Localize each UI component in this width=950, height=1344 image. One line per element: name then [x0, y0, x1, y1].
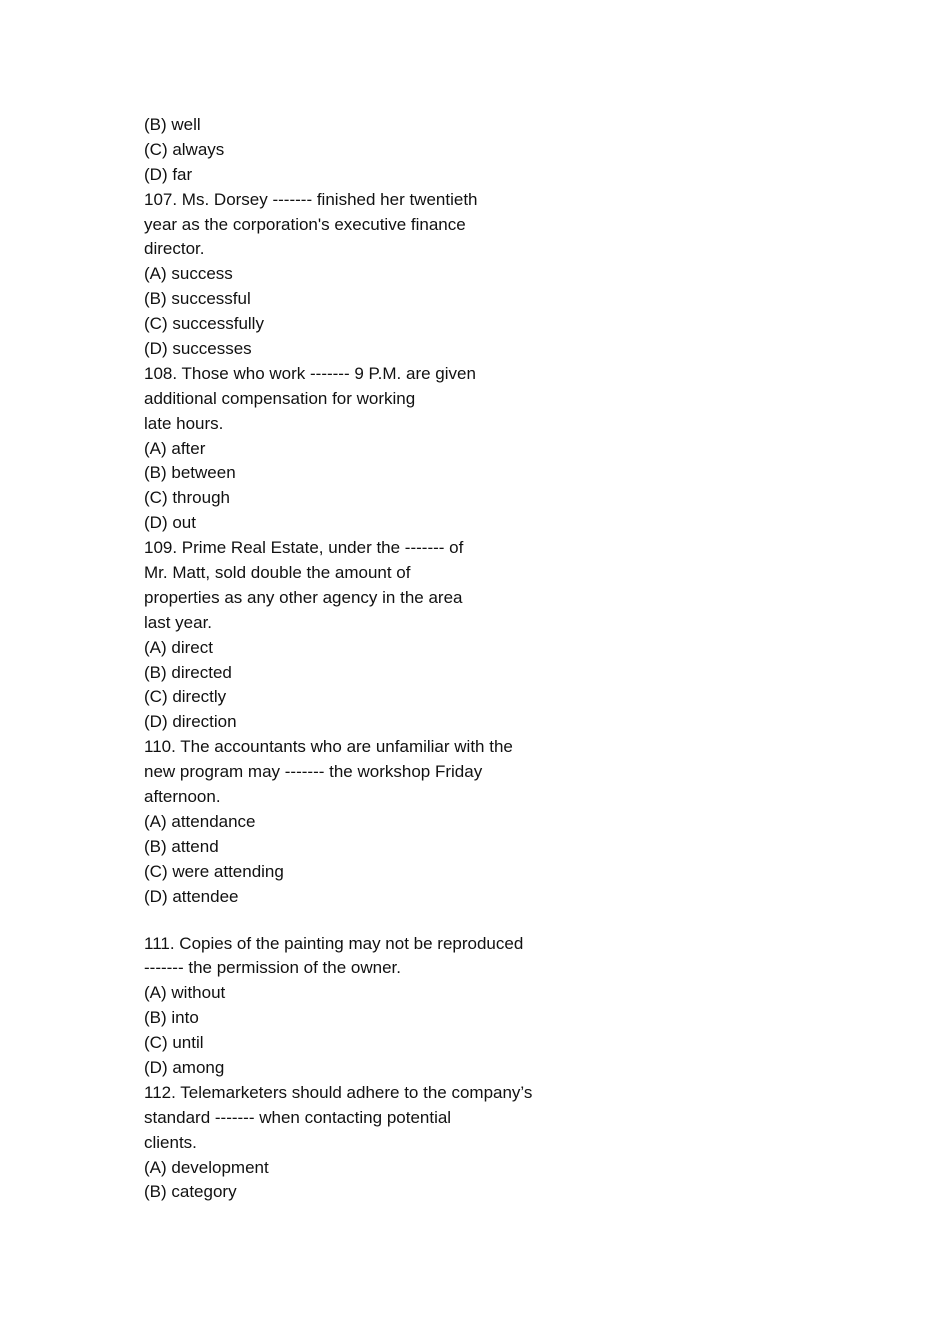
question-109-line: 109. Prime Real Estate, under the ------- of: [144, 538, 464, 558]
paragraph-gap: [144, 910, 844, 932]
option-line: (B) between: [144, 463, 236, 483]
option-line: (A) development: [144, 1157, 269, 1177]
question-111-line: 111. Copies of the painting may not be reproduced: [144, 933, 524, 953]
question-107-line: 107. Ms. Dorsey ------- finished her twentieth: [144, 189, 478, 209]
option-line: (B) into: [144, 1008, 199, 1028]
option-line: (B) successful: [144, 289, 251, 309]
question-107-line: year as the corporation's executive finance: [144, 214, 466, 234]
question-109-line: properties as any other agency in the area: [144, 587, 463, 607]
question-text-column: [144, 113, 844, 1205]
option-line: (A) success: [144, 264, 233, 284]
option-line: (B) directed: [144, 662, 232, 682]
question-112-line: clients.: [144, 1132, 197, 1152]
question-110-line: 110. The accountants who are unfamiliar with the: [144, 737, 513, 757]
option-line: (B) well: [144, 115, 201, 134]
option-line: (B) attend: [144, 836, 219, 856]
text-block-2: [144, 932, 844, 1206]
question-110-line: afternoon.: [144, 787, 221, 807]
option-line: (A) without: [144, 983, 226, 1003]
option-line: (A) after: [144, 438, 206, 458]
question-111-line: ------- the permission of the owner.: [144, 958, 401, 978]
question-109-line: Mr. Matt, sold double the amount of: [144, 563, 411, 583]
option-line: (A) attendance: [144, 811, 256, 831]
question-108-line: 108. Those who work ------- 9 P.M. are given: [144, 363, 476, 383]
option-line: (C) always: [144, 139, 225, 159]
question-110-line: new program may ------- the workshop Friday: [144, 762, 483, 782]
option-line: (C) were attending: [144, 861, 284, 881]
question-107-line: director.: [144, 239, 205, 259]
question-112-line: standard ------- when contacting potential: [144, 1107, 452, 1127]
option-line: (C) directly: [144, 687, 227, 707]
question-109-line: last year.: [144, 612, 213, 632]
option-line: (D) far: [144, 164, 193, 184]
option-line: (D) attendee: [144, 886, 239, 906]
text-block-1: [144, 113, 844, 910]
option-line: (D) direction: [144, 712, 237, 732]
option-line: (D) successes: [144, 339, 252, 359]
option-line: (D) out: [144, 513, 196, 533]
option-line: (A) direct: [144, 637, 213, 657]
question-108-line: late hours.: [144, 413, 224, 433]
question-112-line: 112. Telemarketers should adhere to the company’s: [144, 1082, 533, 1102]
option-line: (B) category: [144, 1182, 237, 1202]
option-line: (C) successfully: [144, 314, 264, 334]
option-line: (C) through: [144, 488, 230, 508]
question-108-line: additional compensation for working: [144, 388, 416, 408]
option-line: (D) among: [144, 1057, 225, 1077]
option-line: (C) until: [144, 1033, 204, 1053]
